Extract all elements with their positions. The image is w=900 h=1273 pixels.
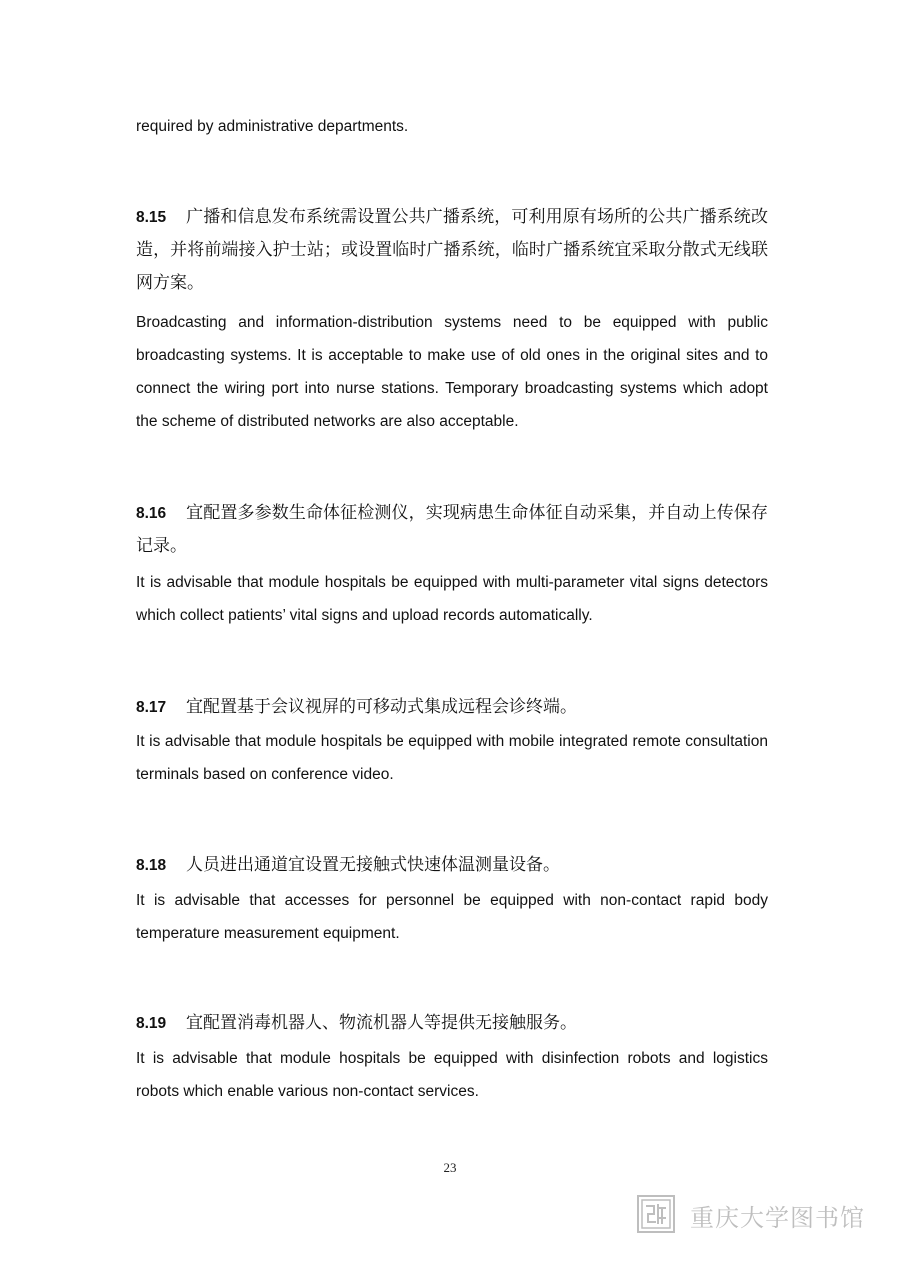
section-zh-text: 宜配置基于会议视屏的可移动式集成远程会诊终端。 bbox=[186, 697, 577, 717]
section-number: 8.16 bbox=[136, 505, 167, 522]
section-number: 8.18 bbox=[136, 857, 167, 874]
section-zh bbox=[136, 497, 768, 563]
library-seal-icon bbox=[636, 1194, 676, 1234]
section-zh-text: 宜配置多参数生命体征检测仪，实现病患生命体征自动采集，并自动上传保存记录。 bbox=[136, 503, 768, 556]
section-zh bbox=[136, 849, 768, 882]
section-zh bbox=[136, 201, 768, 300]
section-number: 8.17 bbox=[136, 699, 167, 716]
section-en-text: It is advisable that accesses for personnel be equipped with non-contact rapid body temperature measurement equipment. bbox=[136, 892, 768, 942]
section-zh bbox=[136, 691, 768, 724]
section-number: 8.19 bbox=[136, 1015, 167, 1032]
section-zh bbox=[136, 1007, 768, 1040]
section-en-text: It is advisable that module hospitals be equipped with disinfection robots and logistics robots which enable various non-contact services. bbox=[136, 1050, 768, 1100]
section-en-text: It is advisable that module hospitals be equipped with mobile integrated remote consultation terminals based on conference video. bbox=[136, 733, 768, 783]
section-en-text: Broadcasting and information-distribution systems need to be equipped with public broadcasting systems. It is acceptable to make use of old ones in the original sites and to connect the wiring port into nurse stations. Temporary broadcasting systems which adopt the scheme of distributed networks are also acceptable. bbox=[136, 314, 768, 430]
watermark-text: 重庆大学图书馆 bbox=[690, 1204, 865, 1232]
section-zh-text: 人员进出通道宜设置无接触式快速体温测量设备。 bbox=[186, 855, 560, 875]
intro-text: required by administrative departments. bbox=[136, 118, 409, 135]
section-number: 8.15 bbox=[136, 209, 167, 226]
section-en-text: It is advisable that module hospitals be equipped with multi-parameter vital signs detectors which collect patients’ vital signs and upload records automatically. bbox=[136, 574, 768, 624]
library-watermark bbox=[636, 1192, 866, 1236]
page-number: 23 bbox=[443, 1160, 457, 1175]
section-zh-text: 广播和信息发布系统需设置公共广播系统，可利用原有场所的公共广播系统改造，并将前端接入护士站；或设置临时广播系统，临时广播系统宜采取分散式无线联网方案。 bbox=[136, 207, 768, 293]
section-zh-text: 宜配置消毒机器人、物流机器人等提供无接触服务。 bbox=[186, 1013, 577, 1033]
